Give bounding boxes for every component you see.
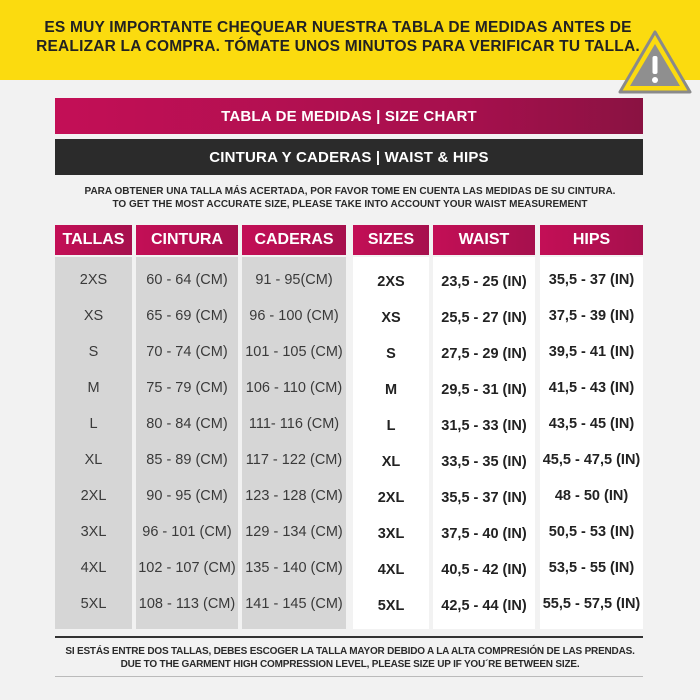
cintura-cell: 108 - 113 (CM): [138, 596, 236, 612]
waist-cell: 27,5 - 29 (IN): [441, 346, 527, 362]
waist-cell: 33,5 - 35 (IN): [441, 454, 527, 470]
banner-text: [18, 18, 658, 56]
sizes-cell: 2XL: [377, 490, 405, 506]
footer-es: SI ESTÁS ENTRE DOS TALLAS, DEBES ESCOGER LA TALLA MAYOR DEBIDO A LA ALTA COMPRESIÓN DE LAS PRENDAS.: [65, 646, 635, 657]
caderas-cell: 96 - 100 (CM): [249, 308, 339, 324]
hips-cells: [540, 257, 643, 629]
sizes-cell: 4XL: [377, 562, 405, 578]
waist-cell: 40,5 - 42 (IN): [441, 562, 527, 578]
title-bar: TABLA DE MEDIDAS | SIZE CHART: [55, 98, 643, 134]
hips-cell: 41,5 - 43 (IN): [548, 380, 635, 396]
column-hips: [540, 225, 643, 612]
column-waist: [433, 225, 535, 614]
hips-cell: 53,5 - 55 (IN): [548, 560, 635, 576]
tallas-cell: S: [88, 344, 99, 360]
cintura-cell: 85 - 89 (CM): [146, 452, 228, 468]
caderas-cell: 123 - 128 (CM): [245, 488, 343, 504]
tallas-cell: XL: [84, 452, 103, 468]
sizes-cells: [353, 257, 429, 629]
tallas-cell: M: [87, 380, 100, 396]
caderas-cell: 129 - 134 (CM): [245, 524, 343, 540]
sizes-cell: 3XL: [377, 526, 405, 542]
instructions-es: PARA OBTENER UNA TALLA MÁS ACERTADA, POR FAVOR TOME EN CUENTA LAS MEDIDAS DE SU CINTURA.: [84, 186, 616, 197]
tallas-cell: 3XL: [80, 524, 107, 540]
sizes-cell: 2XS: [377, 274, 405, 290]
tallas-cell: 5XL: [80, 596, 107, 612]
footer-note: [40, 645, 660, 671]
caderas-cells: [242, 257, 346, 629]
header-tallas: TALLAS: [55, 225, 132, 255]
hips-cell: 48 - 50 (IN): [554, 488, 629, 504]
caderas-cell: 106 - 110 (CM): [245, 380, 343, 396]
header-caderas: CADERAS: [242, 225, 346, 255]
banner-line-1: ES MUY IMPORTANTE CHEQUEAR NUESTRA TABLA DE MEDIDAS ANTES DE: [44, 19, 632, 36]
instructions: [40, 185, 660, 211]
waist-cell: 35,5 - 37 (IN): [441, 490, 527, 506]
waist-cell: 29,5 - 31 (IN): [441, 382, 527, 398]
tallas-cell: XS: [83, 308, 104, 324]
divider: [55, 636, 643, 638]
cintura-cell: 70 - 74 (CM): [146, 344, 228, 360]
column-caderas: [242, 225, 346, 612]
tallas-cell: 4XL: [80, 560, 107, 576]
caderas-cell: 101 - 105 (CM): [245, 344, 343, 360]
cintura-cell: 96 - 101 (CM): [142, 524, 232, 540]
header-sizes: SIZES: [353, 225, 429, 255]
caderas-cell: 111- 116 (CM): [248, 416, 340, 432]
cintura-cell: 80 - 84 (CM): [146, 416, 228, 432]
warning-triangle-icon: [618, 30, 692, 94]
waist-cell: 42,5 - 44 (IN): [441, 598, 527, 614]
waist-cell: 23,5 - 25 (IN): [441, 274, 527, 290]
sizes-cell: 5XL: [377, 598, 405, 614]
sizes-cell: S: [386, 346, 396, 362]
header-waist: WAIST: [433, 225, 535, 255]
column-sizes: [353, 225, 429, 614]
tallas-cell: 2XS: [79, 272, 108, 288]
hips-cell: 43,5 - 45 (IN): [548, 416, 635, 432]
hips-cell: 50,5 - 53 (IN): [548, 524, 635, 540]
footer-en: DUE TO THE GARMENT HIGH COMPRESSION LEVEL, PLEASE SIZE UP IF YOU´RE BETWEEN SIZE.: [120, 659, 580, 670]
cintura-cell: 65 - 69 (CM): [146, 308, 228, 324]
waist-cell: 37,5 - 40 (IN): [441, 526, 527, 542]
sizes-cell: L: [386, 418, 396, 434]
hips-cell: 37,5 - 39 (IN): [548, 308, 635, 324]
hips-cell: 35,5 - 37 (IN): [548, 272, 635, 288]
sizes-cell: M: [384, 382, 398, 398]
hips-cell: 45,5 - 47,5 (IN): [542, 452, 641, 468]
cintura-cell: 102 - 107 (CM): [138, 560, 236, 576]
waist-cell: 31,5 - 33 (IN): [441, 418, 527, 434]
caderas-cell: 135 - 140 (CM): [245, 560, 343, 576]
instructions-en: TO GET THE MOST ACCURATE SIZE, PLEASE TAKE INTO ACCOUNT YOUR WAIST MEASUREMENT: [112, 199, 588, 210]
waist-cells: [433, 257, 535, 629]
hips-cell: 55,5 - 57,5 (IN): [542, 596, 641, 612]
hips-cell: 39,5 - 41 (IN): [548, 344, 635, 360]
tallas-cells: [55, 257, 132, 629]
caderas-cell: 141 - 145 (CM): [245, 596, 343, 612]
tallas-cell: L: [89, 416, 98, 432]
caderas-cell: 91 - 95(CM): [255, 272, 333, 288]
waist-cell: 25,5 - 27 (IN): [441, 310, 527, 326]
header-cintura: CINTURA: [136, 225, 238, 255]
cintura-cells: [136, 257, 238, 629]
sizes-cell: XL: [381, 454, 401, 470]
column-tallas: [55, 225, 132, 612]
warning-banner: [0, 0, 700, 80]
subtitle-bar: CINTURA Y CADERAS | WAIST & HIPS: [55, 139, 643, 175]
banner-line-2: REALIZAR LA COMPRA. TÓMATE UNOS MINUTOS PARA VERIFICAR TU TALLA.: [36, 38, 640, 55]
divider-bottom: [55, 676, 643, 677]
cintura-cell: 60 - 64 (CM): [146, 272, 228, 288]
sizes-cell: XS: [381, 310, 401, 326]
caderas-cell: 117 - 122 (CM): [245, 452, 343, 468]
cintura-cell: 75 - 79 (CM): [146, 380, 228, 396]
cintura-cell: 90 - 95 (CM): [146, 488, 228, 504]
header-hips: HIPS: [540, 225, 643, 255]
column-cintura: [136, 225, 238, 612]
tallas-cell: 2XL: [80, 488, 107, 504]
